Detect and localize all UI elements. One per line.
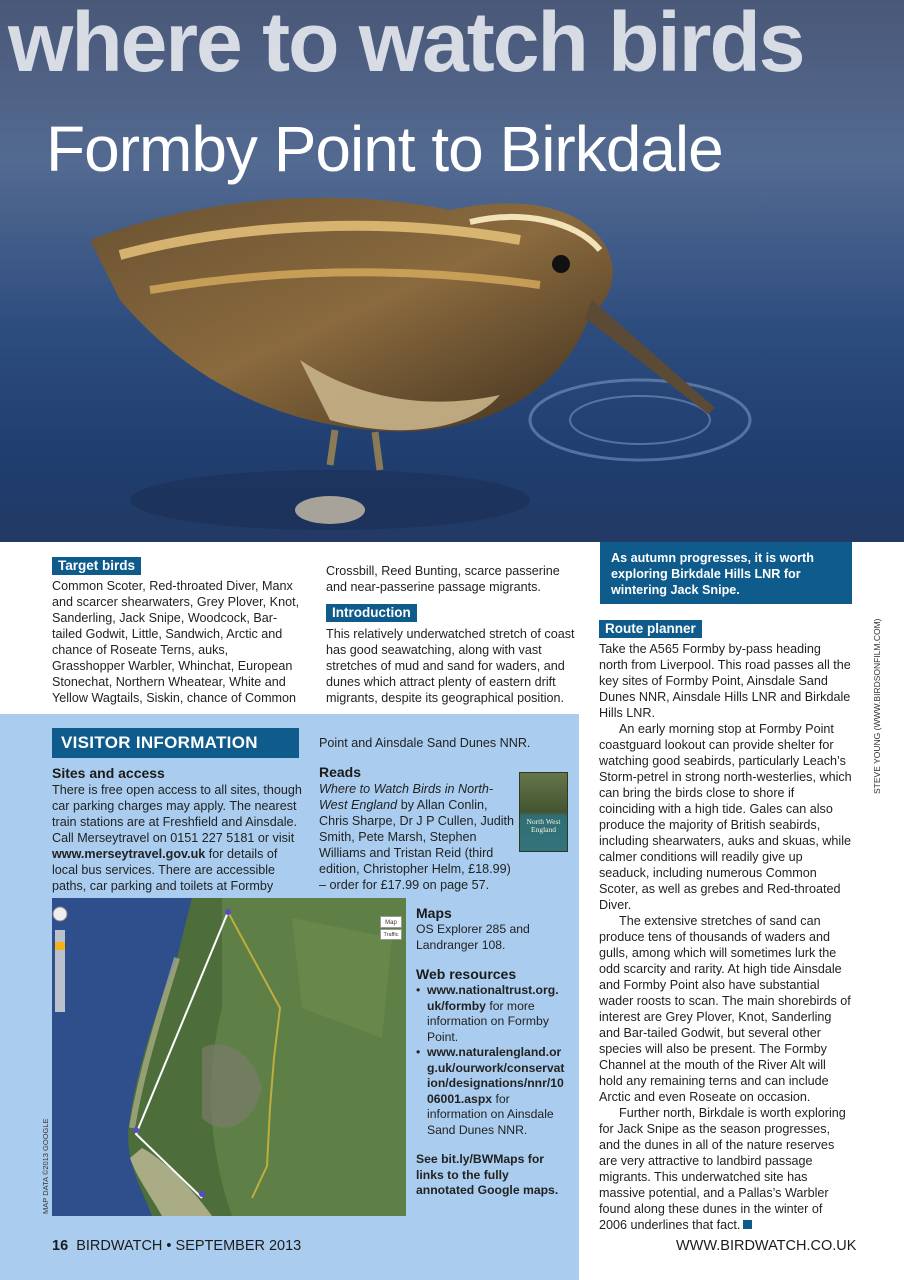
natural-england-link[interactable]: www.naturalengland.org.uk/ourwork/conservation/designations/nnr/1006001.aspx [427,1045,565,1106]
hero-photo [0,0,904,542]
footer-url[interactable]: WWW.BIRDWATCH.CO.UK [676,1238,857,1254]
page-number: 16 [52,1238,69,1254]
route-planner-p4 [599,1105,852,1233]
introduction-text: This relatively underwatched stretch of coast has good seawatching, along with vast stretches of mud and sand for waders, and dunes which attract plenty of eastern drift migrants, despite its geographical position. [326,627,575,705]
sites-access-text-1: There is free open access to all sites, though car parking charges may apply. The nearest train stations are at Freshfield and Ainsdale. Call Merseytravel on 0151 227 5181 or visit [52,783,302,845]
target-birds-text-continued: Crossbill, Reed Bunting, scarce passerine and near-passerine passage migrants. [326,564,560,594]
target-birds-section [52,557,304,706]
route-planner-p1: Take the A565 Formby by-pass heading north from Liverpool. This road passes all the key sites of Formby Point, Ainsdale Sand Dunes NNR, Ainsdale Hills LNR and Birkdale Hills LNR. [599,642,851,720]
map-type-button[interactable]: Map [380,916,402,928]
sites-access-section [52,764,302,894]
reads-title: Reads [319,764,362,780]
book-cover-title: North West England [526,817,561,834]
bwmaps-link[interactable]: bit.ly/BWMaps [441,1152,525,1166]
magazine-issue: BIRDWATCH • SEPTEMBER 2013 [76,1238,302,1254]
route-planner-section [599,620,852,1233]
map-satellite-view [52,898,406,1216]
see-maps-prefix: See [416,1152,438,1166]
web-resource-item [416,983,566,1045]
pull-quote: As autumn progresses, it is worth exploring Birkdale Hills LNR for wintering Jack Snipe. [600,542,852,604]
visitor-information-heading: VISITOR INFORMATION [52,728,299,758]
article-title: Formby Point to Birkdale [46,113,723,185]
see-maps-note [416,1152,566,1199]
sites-access-title: Sites and access [52,765,165,781]
maps-title: Maps [416,905,452,921]
maps-web-section [416,904,566,1199]
sites-access-text-2: for details of local bus services. There are accessible paths, car parking and toilets at Formby [52,847,278,893]
target-birds-text: Common Scoter, Red-throated Diver, Manx and scarcer shearwaters, Grey Plover, Knot, Sanderling, Jack Snipe, Woodcock, Bar-tailed Godwit, Little, Sandwich, Arctic and chance of Roseate Terns, auks, Grasshopper Warbler, Whinchat, European Stonechat, Northern Wheatear, White and Yellow Wagtails, Siskin, chance of Common [52,579,300,705]
sites-access-text [52,782,302,894]
end-mark-icon [743,1220,752,1229]
map-credit: MAP DATA ©2013 GOOGLE [41,1118,50,1214]
route-planner-p2: An early morning stop at Formby Point coastguard lookout can provide shelter for watching good seabirds, particularly Leach’s Storm-petrel in strong north-westerlies, which can bring the birds close to shore if coinciding with a high tide. Gales can also produce the majority of British seabirds, including shearwaters, auks and skuas, while calmer conditions will readily give up seaduck, including numerous Common Scoter, as well as grebes and Red-throated Diver. [599,722,852,912]
reads-text [319,781,515,893]
web-resources-title: Web resources [416,966,517,982]
google-map[interactable] [52,898,406,1216]
national-trust-link[interactable]: www.nationaltrust.org.uk/formby [427,983,559,1013]
book-cover [519,772,568,852]
merseytravel-link[interactable]: www.merseytravel.gov.uk [52,847,206,861]
see-maps-suffix: for links to the fully annotated Google maps. [416,1152,559,1197]
web-resource-text-2: for information on Ainsdale Sand Dunes NNR. [427,1091,554,1137]
introduction-tag: Introduction [326,604,417,622]
web-resources-list [416,983,566,1138]
web-resource-text-1: for more information on Formby Point. [427,998,549,1044]
reads-book-details: by Allan Conlin, Chris Sharpe, Dr J P Cullen, Judith Smith, Pete Marsh, Stephen Williams and Tristan Reid (third edition, Christopher Helm, £18.99) – order for £17.99 on page 57. [319,798,515,892]
target-birds-continued [326,563,578,706]
reads-book-title: Where to Watch Birds in North-West England [319,782,494,812]
web-resource-item [416,1045,566,1138]
route-planner-p3: The extensive stretches of sand can produce tens of thousands of waders and gulls, among which will sometimes lurk the odd scarcity and rarity. At high tide Ainsdale and Formby Point also have substantial wader roosts to scan. The main shorebirds of interest are Grey Plover, Knot, Sanderling and Bar-tailed Godwit, but several other species will also be present. The Formby Channel at the mouth of the River Alt will hold any remaining terns and can include Arctic and even Roseate on occasion. [599,914,851,1104]
route-planner-tag: Route planner [599,620,702,638]
photo-credit: STEVE YOUNG (WWW.BIRDSONFILM.COM) [872,618,882,794]
section-kicker: where to watch birds [8,0,804,89]
target-birds-tag: Target birds [52,557,141,575]
maps-text: OS Explorer 285 and Landranger 108. [416,922,530,952]
route-planner-p4-text: Further north, Birkdale is worth exploring for Jack Snipe as the season progresses, and the dunes in all of the nature reserves are very attractive to landbird passage migrants. This underwatched site has massive potential, and a Pallas’s Warbler found along these dunes in the winter of 2006 underlines that fact. [599,1106,846,1232]
sites-access-continued: Point and Ainsdale Sand Dunes NNR. [319,736,531,750]
traffic-button[interactable]: Traffic [380,929,402,940]
footer-left [52,1238,301,1254]
